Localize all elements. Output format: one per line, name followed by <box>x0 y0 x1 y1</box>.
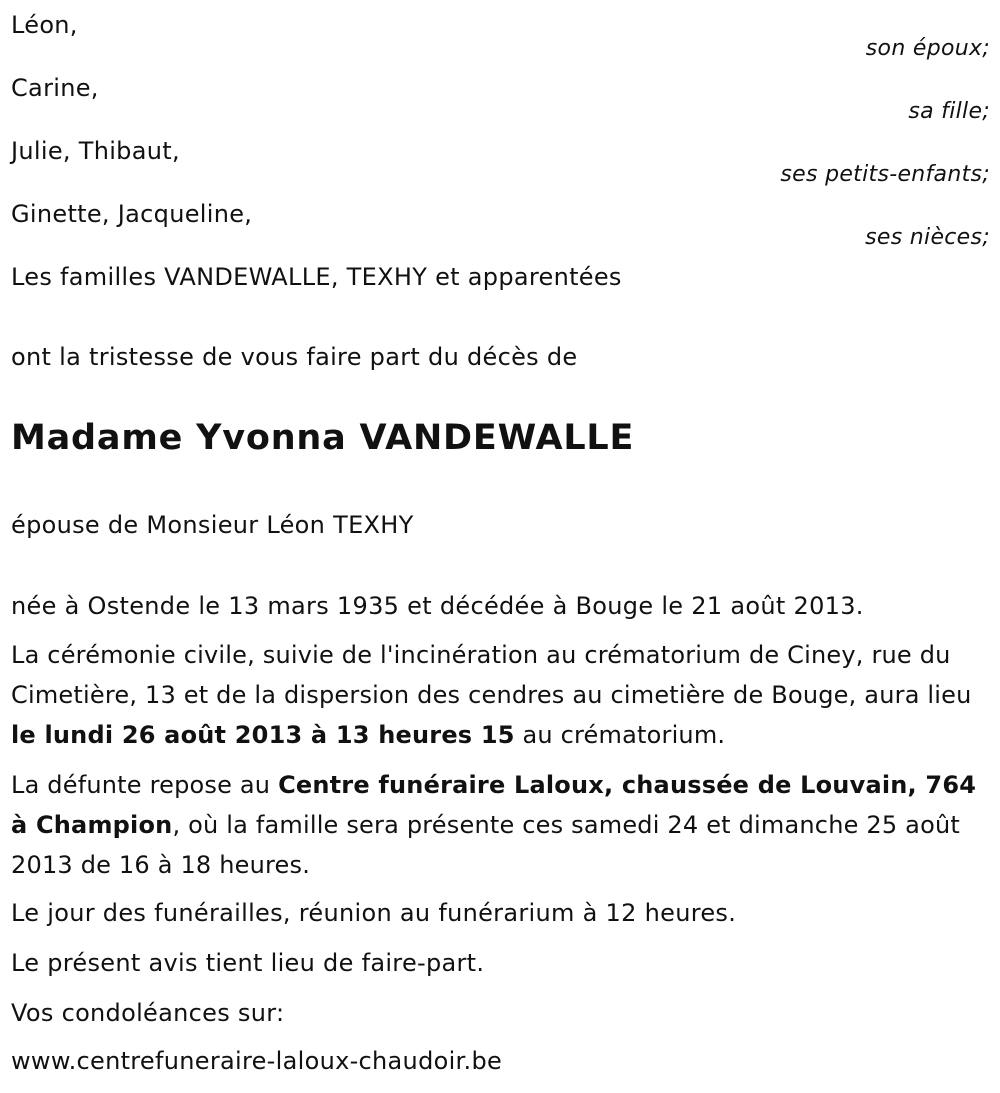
family-relation: son époux; <box>865 36 990 61</box>
deceased-name: Madame Yvonna VANDEWALLE <box>11 418 635 458</box>
family-relation: ses petits-enfants; <box>780 162 990 187</box>
repose-location: Centre funéraire Laloux, chaussée de Louvain, 764 à Champion <box>11 771 977 839</box>
ceremony-date: le lundi 26 août 2013 à 13 heures 15 <box>11 721 515 749</box>
family-member-name: Léon, <box>11 11 78 39</box>
repose-details: , où la famille sera présente ces samedi 24 et dimanche 25 août 2013 de 16 à 18 heures. <box>11 811 960 879</box>
family-member-name: Julie, Thibaut, <box>11 137 180 165</box>
family-member-name: Ginette, Jacqueline, <box>11 200 253 228</box>
repose-paragraph <box>11 765 996 885</box>
funeral-day-line: Le jour des funérailles, réunion au funérarium à 12 heures. <box>11 899 737 927</box>
website-link[interactable]: www.centrefuneraire-laloux-chaudoir.be <box>11 1047 503 1075</box>
families-line: Les familles VANDEWALLE, TEXHY et apparentées <box>11 263 622 291</box>
announcement-line: ont la tristesse de vous faire part du décès de <box>11 343 578 371</box>
birth-death-line: née à Ostende le 13 mars 1935 et décédée à Bouge le 21 août 2013. <box>11 592 864 620</box>
repose-text: La défunte repose au <box>11 771 279 799</box>
ceremony-text: La cérémonie civile, suivie de l'incinération au crématorium de Ciney, rue du Cimetière, 13 et de la dispersion des cendres au cimetière de Bouge, aura lieu <box>11 641 972 709</box>
family-member-name: Carine, <box>11 74 99 102</box>
family-relation: ses nièces; <box>865 225 990 250</box>
condolences-label: Vos condoléances sur: <box>11 999 285 1027</box>
ceremony-place: au crématorium. <box>514 721 726 749</box>
family-relation: sa fille; <box>908 99 990 124</box>
spouse-line: épouse de Monsieur Léon TEXHY <box>11 511 414 539</box>
ceremony-paragraph <box>11 635 996 755</box>
notice-line: Le présent avis tient lieu de faire-part. <box>11 949 485 977</box>
